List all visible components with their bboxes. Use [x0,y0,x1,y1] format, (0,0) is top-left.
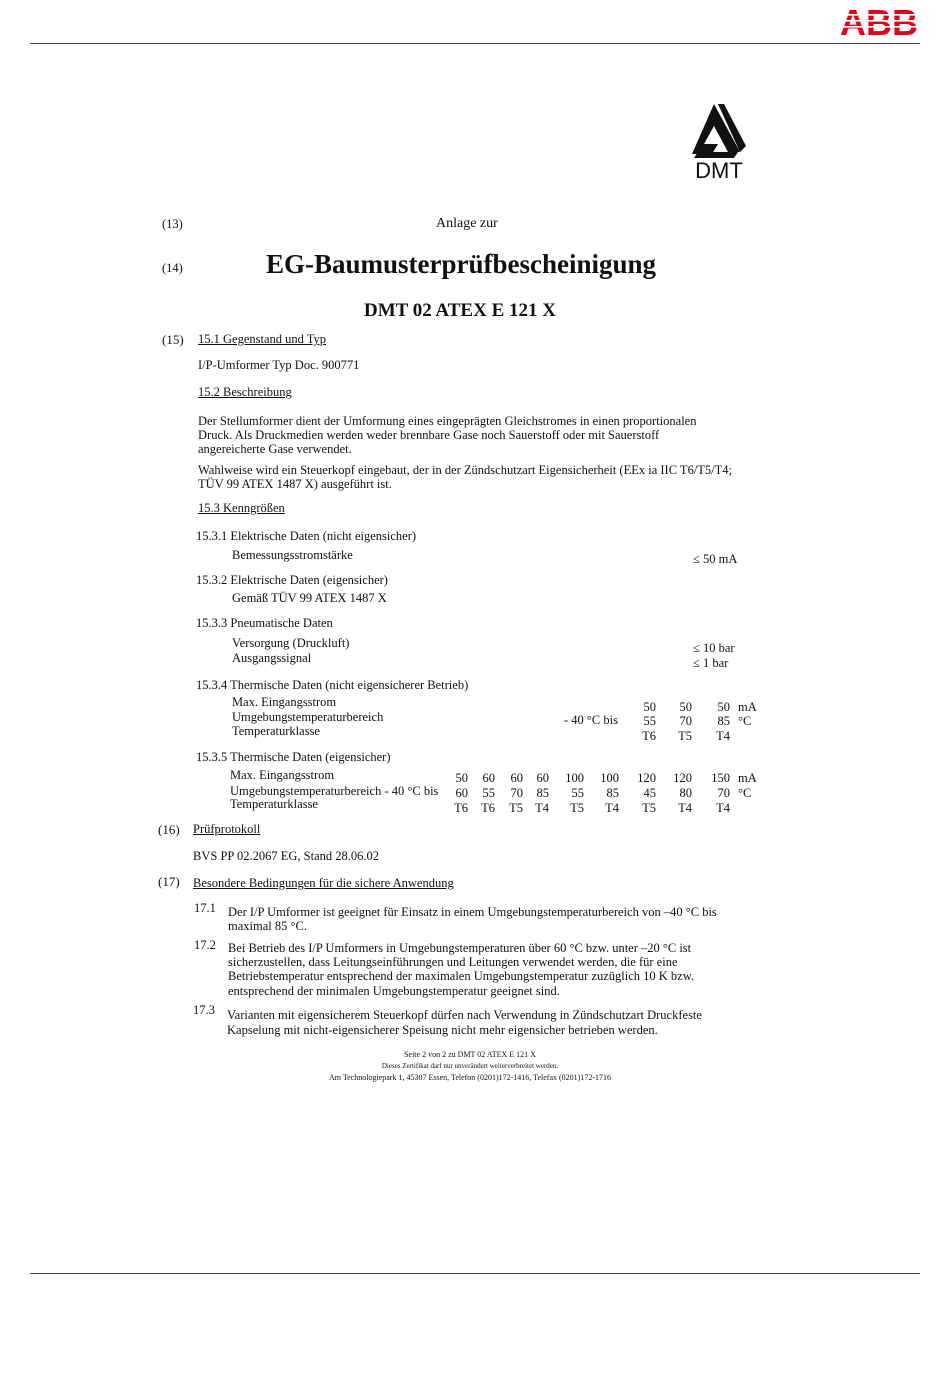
svg-text:DMT: DMT [695,158,743,180]
t4-tempclass-label: Temperaturklasse [232,724,320,738]
output-label: Ausgangssignal [232,651,312,665]
t5-unit: °C [738,786,752,800]
t5-cell: 120 [673,771,692,785]
section-15-3-4: 15.3.4 Thermische Daten (nicht eigensicherer Betrieb) [196,678,469,692]
section-15-3-1: 15.3.1 Elektrische Daten (nicht eigensicher) [196,529,417,543]
item-15: (15) [162,332,184,347]
condition-17-3-line-2: Kapselung mit nicht-eigensicherer Speisung nicht mehr eigensicher betrieben werden. [227,1023,658,1037]
t4-cell: T4 [716,729,730,743]
t5-cell: 55 [482,786,495,800]
dmt-logo [688,102,750,180]
t4-cell: T6 [642,729,656,743]
t4-cell: 85 [717,714,730,728]
t5-cell: 70 [717,786,730,800]
item-17: (17) [158,874,180,889]
t5-cell: T5 [642,801,656,815]
rated-current-value: ≤ 50 mA [693,552,738,566]
t5-cell: 85 [606,786,619,800]
t5-cell: 85 [536,786,549,800]
t4-ambient-label: Umgebungstemperaturbereich [232,710,384,724]
t5-cell: 60 [455,786,468,800]
t5-cell: 45 [643,786,656,800]
t5-cell: T5 [509,801,523,815]
t5-cell: 80 [679,786,692,800]
condition-17-2-line-1: Bei Betrieb des I/P Umformers in Umgebungstemperaturen über 60 °C bzw. unter –20 °C ist [228,941,692,955]
t5-cell: T4 [716,801,730,815]
t4-cell: 50 [717,700,730,714]
t5-cell: 100 [600,771,619,785]
t5-cell: 70 [510,786,523,800]
test-report-ref: BVS PP 02.2067 EG, Stand 28.06.02 [193,849,380,863]
t4-unit: °C [738,714,752,728]
condition-17-1-number: 17.1 [194,901,216,915]
description-line-4: Wahlweise wird ein Steuerkopf eingebaut, der in der Zündschutzart Eigensicherheit (EEx ia IIC T6/T5/T4; [198,463,733,477]
output-value: ≤ 1 bar [693,656,729,670]
condition-17-2-line-2: sicherzustellen, dass Leitungseinführungen und Leitungen verwendet werden, die für eine [228,955,678,969]
t5-cell: 60 [536,771,549,785]
t4-max-current-label: Max. Eingangsstrom [232,695,337,709]
t5-cell: T4 [605,801,619,815]
certificate-distribution-note: Dieses Zertifikat darf nur unverändert weiterverbreitet werden. [381,1062,559,1070]
section-15-3-5: 15.3.5 Thermische Daten (eigensicher) [196,750,391,764]
special-conditions-heading: Besondere Bedingungen für die sichere Anwendung [193,876,454,890]
t5-max-current-label: Max. Eingangsstrom [230,768,335,782]
product-type: I/P-Umformer Typ Doc. 900771 [198,358,360,372]
description-line-5: TÜV 99 ATEX 1487 X) ausgeführt ist. [198,477,392,491]
t5-cell: 100 [565,771,584,785]
anlage-label: Anlage zur [436,216,498,231]
t4-cell: 55 [643,714,656,728]
t5-cell: T6 [481,801,495,815]
certificate-address: Am Technologiepark 1, 45307 Essen, Telefon (0201)172-1416, Telefax (0201)172-1716 [328,1073,612,1082]
t5-cell: 150 [711,771,730,785]
condition-17-1-line-2: maximal 85 °C. [228,919,307,933]
item-14: (14) [162,261,183,275]
t5-cell: T6 [454,801,468,815]
t5-cell: 50 [455,771,468,785]
condition-17-1-line-1: Der I/P Umformer ist geeignet für Einsatz in einem Umgebungstemperaturbereich von –40 °C bis [228,905,717,919]
certificate-number: DMT 02 ATEX E 121 X [364,300,556,321]
t4-unit: mA [738,700,757,714]
intrinsic-reference: Gemäß TÜV 99 ATEX 1487 X [232,591,387,605]
section-15-3: 15.3 Kenngrößen [198,501,285,515]
section-15-3-3: 15.3.3 Pneumatische Daten [196,616,333,630]
t4-cell: 70 [679,714,692,728]
condition-17-2-line-4: entsprechend der minimalen Umgebungstemperatur geeignet sind. [228,984,560,998]
description-line-3: angereicherte Gase verwendet. [198,442,352,456]
t4-cell: 50 [679,700,692,714]
supply-value: ≤ 10 bar [693,641,735,655]
item-16: (16) [158,822,180,837]
abb-logo [840,4,918,38]
condition-17-2-number: 17.2 [194,938,216,952]
t4-ambient-range: - 40 °C bis [564,713,618,727]
t4-cell: 50 [643,700,656,714]
t5-cell: 120 [637,771,656,785]
t5-cell: 60 [482,771,495,785]
t5-cell: T4 [678,801,692,815]
t5-ambient-label: Umgebungstemperaturbereich - 40 °C bis [230,784,439,798]
rated-current-label: Bemessungsstromstärke [232,548,353,562]
section-15-2: 15.2 Beschreibung [198,385,292,399]
condition-17-2-line-3: Betriebstemperatur entsprechend der maximalen Umgebungstemperatur zuzüglich 10 K bzw. [228,969,695,983]
description-line-1: Der Stellumformer dient der Umformung eines eingeprägten Gleichstromes in einen proportionalen [198,414,697,428]
header-rule [30,43,920,44]
t4-cell: T5 [678,729,692,743]
item-13: (13) [162,217,183,231]
t5-cell: 55 [571,786,584,800]
document-title: EG-Baumusterprüfbescheinigung [266,249,657,279]
footer-rule [30,1273,920,1274]
test-report-heading: Prüfprotokoll [193,822,261,836]
condition-17-3-number: 17.3 [193,1003,215,1017]
section-15-3-2: 15.3.2 Elektrische Daten (eigensicher) [196,573,388,587]
t5-cell: 60 [510,771,523,785]
t5-cell: T4 [535,801,549,815]
supply-label: Versorgung (Druckluft) [232,636,350,650]
t5-tempclass-label: Temperaturklasse [230,797,318,811]
t5-cell: T5 [570,801,584,815]
description-line-2: Druck. Als Druckmedien werden weder brennbare Gase noch Sauerstoff oder mit Sauerstoff [198,428,660,442]
condition-17-3-line-1: Varianten mit eigensicherem Steuerkopf dürfen nach Verwendung in Zündschutzart Druckfeste [227,1008,702,1022]
certificate-page-ref: Seite 2 von 2 zu DMT 02 ATEX E 121 X [404,1050,536,1059]
section-15-1: 15.1 Gegenstand und Typ [198,332,327,346]
t5-unit: mA [738,771,757,785]
